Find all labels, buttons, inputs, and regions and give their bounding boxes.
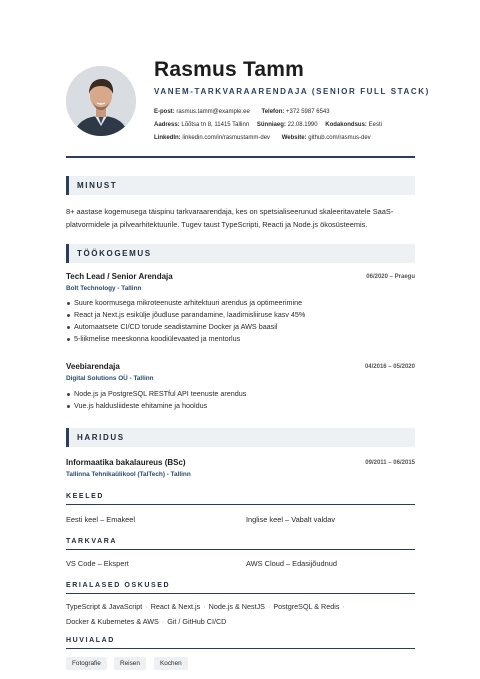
contact-linkedin[interactable] [154,135,270,141]
contact-email[interactable] [154,109,250,115]
skill-item: Node.js & NestJS [208,602,265,611]
citizenship-value: Eesti [368,122,382,128]
contact-row-2 [154,122,388,128]
job-company: Bolt Technology - Tallinn [66,285,142,292]
bullet-item: Node.js ja PostgreSQL RESTful API teenuste arendus [66,388,416,400]
phone-value: +372 5987 6543 [286,109,330,115]
bullet-item: React ja Next.js esikülje jõudluse parandamine, laadimisliiruse kasv 45% [66,309,416,321]
section-header-software: TARKVARA [66,538,415,550]
job-title: Veebiarendaja [66,362,120,371]
email-label: E-post: [154,109,175,115]
hobby-tag: Reisen [114,657,146,670]
bullet-item: Automaatsete CI/CD torude seadistamine Docker ja AWS baasil [66,321,416,333]
profile-photo [66,66,136,136]
bullet-item: Vue.js haldusliideste ehitamine ja hooldus [66,400,416,412]
job-bullets [66,388,416,412]
website-label: Website: [281,135,307,141]
school-name: Tallinna Tehnikaülikool (TalTech) - Tallinn [66,471,191,478]
bullet-item: Suure koormusega mikroteenuste arhitektuuri arendus ja optimeerimine [66,297,416,309]
job-role: VANEM-TARKVARAARENDAJA (SENIOR FULL STACK) [154,87,430,96]
citizenship-label: Kodakondsus: [325,122,367,128]
birth-label: Sünniaeg: [256,122,286,128]
section-title-experience: TÖÖKOGEMUS [77,249,152,258]
about-text: 8+ aastase kogemusega täispinu tarkvaraarendaja, kes on spetsialiseerunud skaleeritavatele SaaS-platvormidele ja pilvearhitektuurile. Tugev taust TypeScripti, Reacti ja Node.js ökosüsteemis. [66,207,394,229]
hobby-tag: Kochen [154,657,188,670]
section-header-languages: KEELED [66,493,415,505]
contact-website[interactable] [282,135,371,141]
linkedin-label: LinkedIn: [154,135,181,141]
contact-birth [257,122,318,128]
section-header-experience [66,244,415,263]
contact-address [154,122,249,128]
education-dates: 09/2011 – 06/2015 [365,460,415,466]
contact-phone[interactable] [261,109,329,115]
contact-row-3 [154,135,377,141]
section-header-education [66,428,415,447]
header-divider [66,156,415,158]
software-item: AWS Cloud – Edasijõudnud [246,559,337,568]
website-value: github.com/rasmus-dev [308,135,371,141]
section-title-about: MINUST [77,181,118,190]
linkedin-value: linkedin.com/in/rasmustamm-dev [182,135,271,141]
skill-separator: · [342,602,345,611]
section-title-education: HARIDUS [77,433,125,442]
skill-item: Git / GitHub CI/CD [167,617,227,626]
contact-citizenship [325,122,382,128]
email-value: rasmus.tamm@example.ee [176,109,250,115]
job-title: Tech Lead / Senior Arendaja [66,272,173,281]
person-name: Rasmus Tamm [154,58,305,81]
skill-separator: · [161,617,165,626]
hobby-tag: Fotografie [66,657,107,670]
address-value: Lõõtsa tn 8, 11415 Tallinn [181,122,250,128]
language-item: Inglise keel – Vabalt valdav [246,515,336,524]
job-bullets [66,297,416,345]
skill-item: React & Next.js [150,602,201,611]
section-header-hobbies: HUVIALAD [66,637,415,649]
portrait-image [66,66,136,136]
language-item: Eesti keel – Emakeel [66,515,136,524]
skill-item: TypeScript & JavaScript [66,602,143,611]
degree-title: Informaatika bakalaureus (BSc) [66,458,186,467]
phone-label: Telefon: [261,109,285,115]
skill-item: Docker & Kubernetes & AWS [66,617,159,626]
job-dates: 04/2016 – 05/2020 [364,364,415,370]
skill-separator: · [203,602,206,611]
bullet-item: 5-liikmelise meeskonna koodiülevaated ja mentorlus [66,333,416,345]
skills-list [66,599,416,629]
job-company: Digital Solutions OÜ - Tallinn [66,375,154,382]
software-item: VS Code – Ekspert [66,559,129,568]
skill-separator: · [267,602,271,611]
birth-value: 22.08.1990 [287,122,318,128]
skill-separator: · [145,602,148,611]
contact-row-1 [154,109,336,115]
skill-item: PostgreSQL & Redis [273,602,340,611]
section-header-about [66,176,415,195]
job-dates: 06/2020 – Praegu [366,274,415,280]
section-header-skills: ERIALASED OSKUSED [66,582,415,594]
address-label: Aadress: [154,122,180,128]
